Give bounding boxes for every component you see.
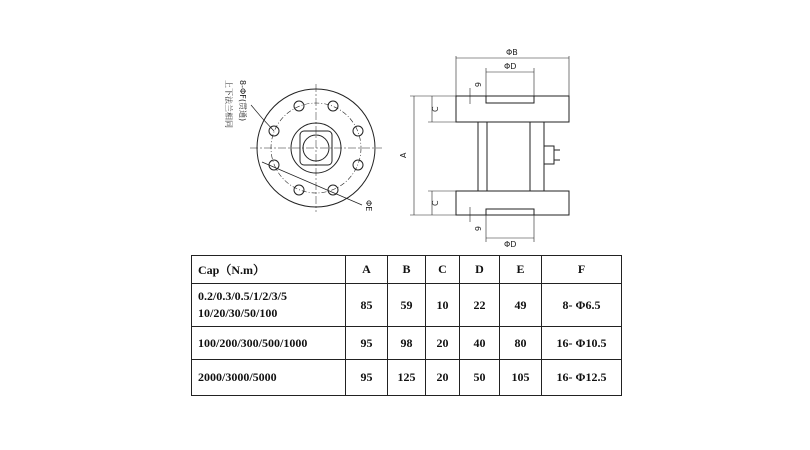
cap-line: 10/20/30/50/100	[198, 306, 278, 320]
cap-cell	[192, 284, 346, 327]
phiD-bottom-label: ΦD	[504, 240, 517, 249]
header-b: B	[388, 256, 426, 284]
bolt-hole	[353, 126, 363, 136]
dim6-top-label: 6	[473, 82, 482, 88]
cell-e: 80	[500, 327, 542, 360]
cap-cell: 100/200/300/500/1000	[192, 327, 346, 360]
phiE-leader	[262, 162, 362, 205]
flange-front-view	[250, 84, 382, 212]
header-a: A	[346, 256, 388, 284]
table-row	[192, 284, 622, 327]
dimC-bottom-label: C	[431, 200, 440, 206]
cell-b: 59	[388, 284, 426, 327]
cell-e: 105	[500, 360, 542, 396]
cell-f: 16- Φ12.5	[542, 360, 622, 396]
header-e: E	[500, 256, 542, 284]
header-d: D	[460, 256, 500, 284]
cell-d: 50	[460, 360, 500, 396]
holes-leader	[251, 105, 274, 131]
table-row	[192, 360, 622, 396]
connector	[544, 146, 554, 164]
cell-c: 10	[426, 284, 460, 327]
side-view	[410, 56, 569, 242]
phiB-label: ΦB	[506, 48, 518, 57]
top-flange	[456, 96, 569, 122]
dim6-bottom-label: 6	[473, 226, 482, 232]
bolt-hole	[328, 101, 338, 111]
bottom-hub	[486, 209, 534, 215]
cell-a: 95	[346, 360, 388, 396]
dimC-top-label: C	[431, 106, 440, 112]
dimA-label: A	[399, 152, 408, 158]
cell-c: 20	[426, 360, 460, 396]
cell-e: 49	[500, 284, 542, 327]
table-header-row	[192, 256, 622, 284]
top-hub	[486, 96, 534, 103]
cell-f: 8- Φ6.5	[542, 284, 622, 327]
bottom-flange	[456, 191, 569, 215]
header-cap: Cap（N.m）	[192, 256, 346, 284]
cell-a: 85	[346, 284, 388, 327]
cell-a: 95	[346, 327, 388, 360]
cap-cell: 2000/3000/5000	[192, 360, 346, 396]
bolt-hole	[353, 160, 363, 170]
shaft-body	[478, 122, 544, 191]
spec-table	[191, 255, 622, 396]
holes-note-label-2: 上下法兰相同	[224, 80, 233, 128]
holes-note-label: 8-ΦF(贯通)	[238, 80, 247, 122]
phiE-label: ΦE	[364, 200, 373, 212]
bolt-hole	[294, 101, 304, 111]
table-row	[192, 327, 622, 360]
cell-b: 98	[388, 327, 426, 360]
cell-d: 40	[460, 327, 500, 360]
cell-d: 22	[460, 284, 500, 327]
cap-line: 0.2/0.3/0.5/1/2/3/5	[198, 289, 288, 303]
cell-f: 16- Φ10.5	[542, 327, 622, 360]
header-c: C	[426, 256, 460, 284]
cell-b: 125	[388, 360, 426, 396]
cell-c: 20	[426, 327, 460, 360]
bolt-hole	[328, 185, 338, 195]
header-f: F	[542, 256, 622, 284]
phiD-top-label: ΦD	[504, 62, 517, 71]
bolt-hole	[294, 185, 304, 195]
